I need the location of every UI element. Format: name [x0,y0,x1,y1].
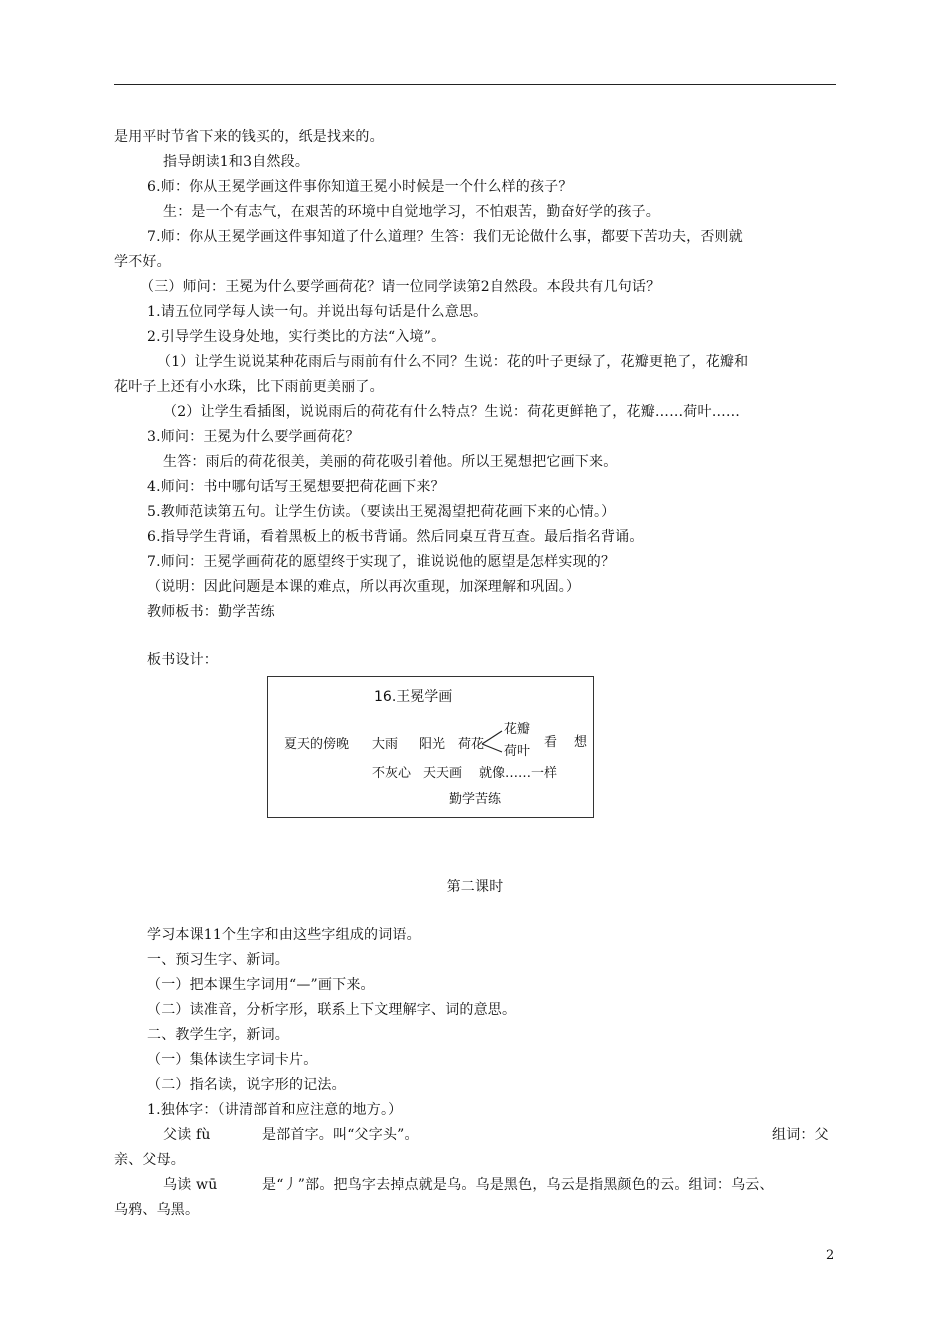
board-item: 天天画 [423,766,463,781]
board-branch-item: 花瓣 [504,722,531,737]
text-line: 教师板书：勤学苦练 [147,604,275,620]
board-item: 不灰心 [372,766,412,781]
text-line: （二）指名读，说字形的记法。 [147,1077,346,1093]
char-entry-head: 乌读 wū [163,1177,218,1193]
text-line: 一、预习生字、新词。 [147,952,289,968]
text-line: 板书设计： [147,652,218,668]
board-item: 就像……一样 [479,766,558,781]
text-line: （1）让学生说说某种花雨后与雨前有什么不同？生说：花的叶子更绿了，花瓣更艳了，花瓣和 [157,354,749,370]
board-item: 想 [574,735,588,750]
text-line: （说明：因此问题是本课的难点，所以再次重现，加深理解和巩固。） [147,579,581,595]
text-line: 7.师：你从王冕学画这件事知道了什么道理？生答：我们无论做什么事，都要下苦功夫，否则就 [147,229,743,245]
char-entry-desc: 是部首字。叫“父字头”。 [262,1127,419,1143]
text-line: 2.引导学生设身处地，实行类比的方法“入境”。 [147,329,446,345]
text-line: 学习本课11个生字和由这些字组成的词语。 [147,927,421,943]
char-entry-words: 组词：父 [772,1127,829,1143]
char-entry-desc: 是“丿”部。把鸟字去掉点就是乌。乌是黑色，乌云是指黑颜色的云。组词：乌云、 [262,1177,774,1193]
text-line: 7.师问：王冕学画荷花的愿望终于实现了，谁说说他的愿望是怎样实现的？ [147,554,616,570]
board-item: 夏天的傍晚 [284,737,350,752]
board-item: 阳光 [419,737,446,752]
text-line: 1.请五位同学每人读一句。并说出每句话是什么意思。 [147,304,488,320]
text-line: 5.教师范读第五句。让学生仿读。（要读出王冕渴望把荷花画下来的心情。） [147,504,616,520]
section-title: 第二课时 [446,879,504,895]
text-line: 6.师：你从王冕学画这件事你知道王冕小时候是一个什么样的孩子？ [147,179,573,195]
page-number: 2 [826,1248,835,1263]
text-line: 二、教学生字，新词。 [147,1027,289,1043]
board-branch-item: 荷叶 [504,744,531,759]
text-line: （三）师问：王冕为什么要学画荷花？请一位同学读第2自然段。本段共有几句话？ [140,279,661,295]
board-design-figure [267,676,594,818]
text-line: 4.师问：书中哪句话写王冕想要把荷花画下来？ [147,479,445,495]
text-line: 1.独体字：（讲清部首和应注意的地方。） [147,1102,403,1118]
board-item: 看 [544,735,558,750]
text-line: 是用平时节省下来的钱买的，纸是找来的。 [114,129,384,145]
text-line: 指导朗读1和3自然段。 [163,154,310,170]
text-line: 6.指导学生背诵，看着黑板上的板书背诵。然后同桌互背互查。最后指名背诵。 [147,529,644,545]
board-title: 16.王冕学画 [374,689,453,705]
text-line: （一）把本课生字词用“—”画下来。 [147,977,375,993]
char-entry-head: 父读 fù [163,1127,211,1143]
text-line: 花叶子上还有小水珠，比下雨前更美丽了。 [114,379,384,395]
text-line: 学不好。 [114,254,171,270]
text-line: （2）让学生看插图，说说雨后的荷花有什么特点？生说：荷花更鲜艳了，花瓣……荷叶…… [163,404,741,420]
board-item: 勤学苦练 [449,792,502,807]
char-entry-cont: 亲、父母。 [114,1152,185,1168]
text-line: 生：是一个有志气，在艰苦的环境中自觉地学习，不怕艰苦，勤奋好学的孩子。 [163,204,660,220]
text-line: 3.师问：王冕为什么要学画荷花？ [147,429,360,445]
text-line: （二）读准音，分析字形，联系上下文理解字、词的意思。 [147,1002,517,1018]
text-line: （一）集体读生字词卡片。 [147,1052,318,1068]
char-entry-cont: 乌鸦、乌黑。 [114,1202,200,1218]
board-item: 大雨 [372,737,399,752]
text-line: 生答：雨后的荷花很美，美丽的荷花吸引着他。所以王冕想把它画下来。 [163,454,618,470]
board-item: 荷花 [458,737,485,752]
header-rule [114,84,836,85]
